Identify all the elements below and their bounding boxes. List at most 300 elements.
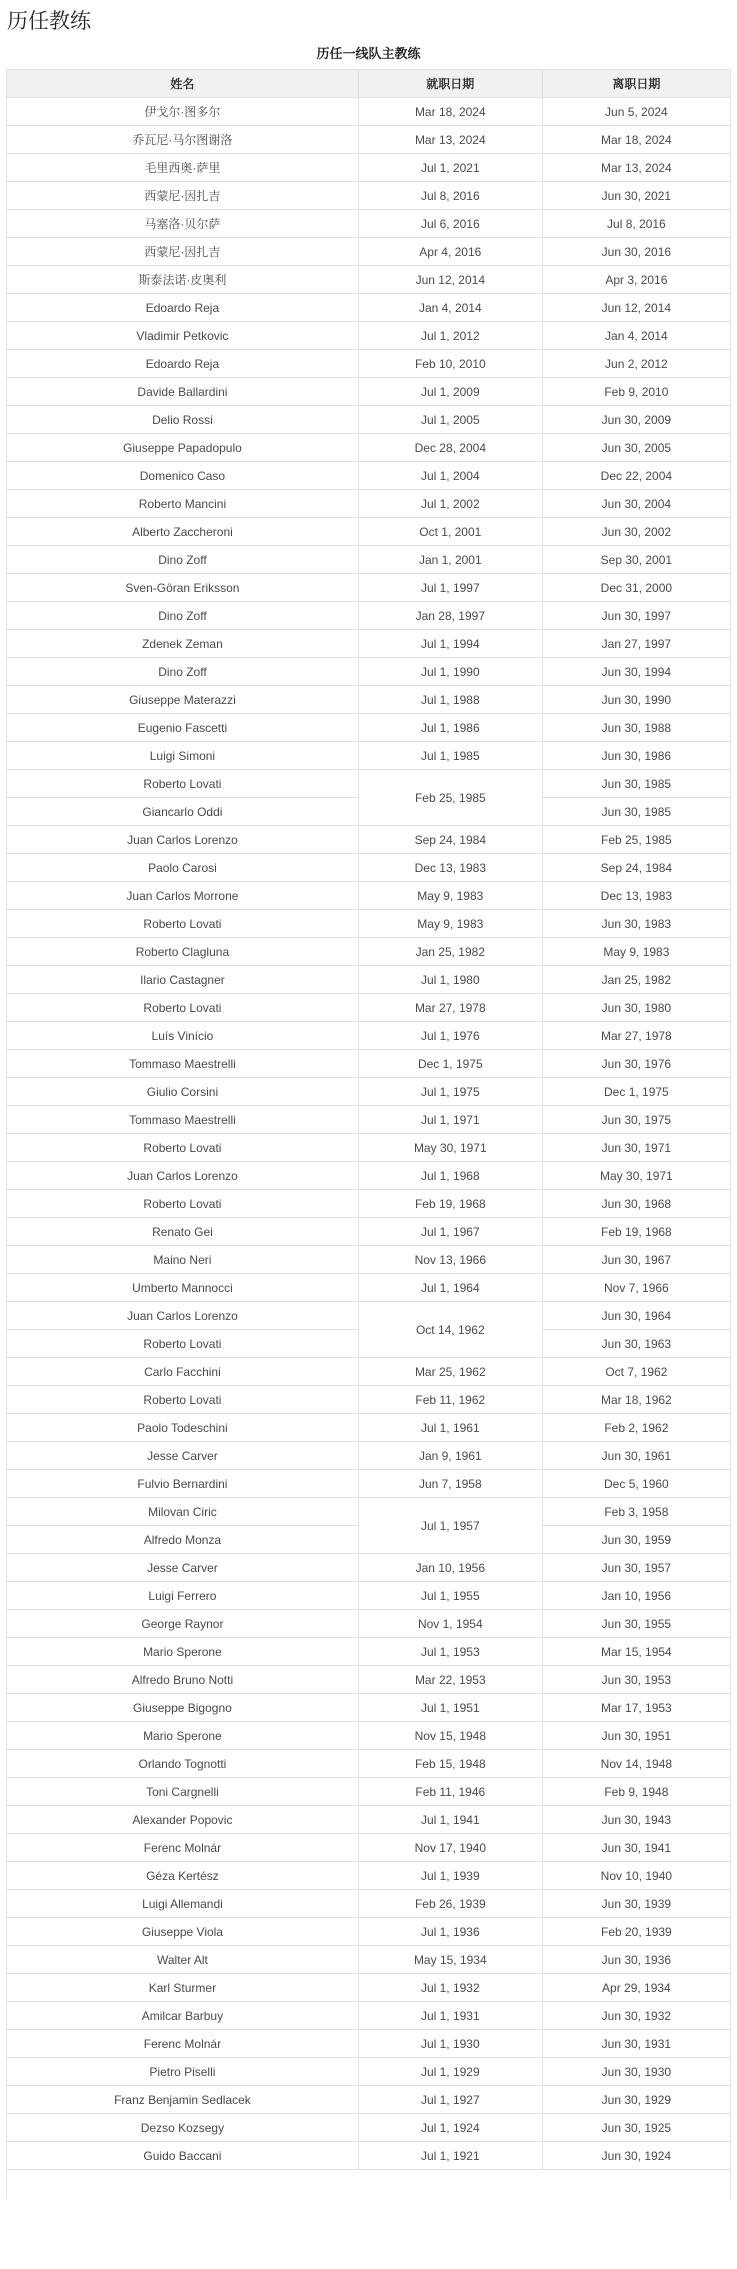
column-header-start: 就职日期 [358,70,542,98]
start-date-cell: May 9, 1983 [358,910,542,938]
end-date-cell: Jun 30, 1943 [542,1806,730,1834]
start-date-cell: Nov 1, 1954 [358,1610,542,1638]
table-row [7,630,731,658]
end-date-cell: Jun 30, 1967 [542,1246,730,1274]
coach-name-cell: Luigi Ferrero [7,1582,359,1610]
coach-name-cell: 西蒙尼·因扎吉 [7,182,359,210]
end-date-cell: Jun 30, 1941 [542,1834,730,1862]
start-date-cell: Jul 1, 1927 [358,2086,542,2114]
end-date-cell: Feb 25, 1985 [542,826,730,854]
end-date-cell: Jun 30, 1986 [542,742,730,770]
coach-name-cell: Roberto Lovati [7,1134,359,1162]
start-date-cell: Jun 7, 1958 [358,1470,542,1498]
coach-name-cell: Guido Baccani [7,2142,359,2170]
coach-name-cell: 毛里西奥·萨里 [7,154,359,182]
coach-name-cell: 乔瓦尼·马尔图谢洛 [7,126,359,154]
end-date-cell: Jun 30, 2005 [542,434,730,462]
coach-name-cell: 马塞洛·贝尔萨 [7,210,359,238]
coach-name-cell: Alfredo Bruno Notti [7,1666,359,1694]
end-date-cell: Nov 10, 1940 [542,1862,730,1890]
end-date-cell: May 30, 1971 [542,1162,730,1190]
table-row [7,602,731,630]
page-title: 历任教练 [7,10,91,33]
table-row [7,1302,731,1330]
end-date-cell: Jun 30, 2009 [542,406,730,434]
table-row [7,1274,731,1302]
end-date-cell: Jun 30, 1994 [542,658,730,686]
end-date-cell: Feb 2, 1962 [542,1414,730,1442]
start-date-cell: Jul 1, 1939 [358,1862,542,1890]
end-date-cell: Dec 13, 1983 [542,882,730,910]
end-date-cell: Feb 9, 1948 [542,1778,730,1806]
table-row [7,1890,731,1918]
coach-name-cell: Giuseppe Bigogno [7,1694,359,1722]
end-date-cell: Jun 30, 1955 [542,1610,730,1638]
table-row [7,1974,731,2002]
end-date-cell: Jun 30, 1925 [542,2114,730,2142]
start-date-cell: Jul 1, 1929 [358,2058,542,2086]
coach-name-cell: Luís Vinício [7,1022,359,1050]
end-date-cell: Jun 12, 2014 [542,294,730,322]
coach-name-cell: Roberto Lovati [7,994,359,1022]
start-date-cell: Jul 1, 1997 [358,574,542,602]
coach-name-cell: Giuseppe Papadopulo [7,434,359,462]
start-date-cell: Mar 18, 2024 [358,98,542,126]
end-date-cell: Sep 30, 2001 [542,546,730,574]
table-row [7,434,731,462]
start-date-cell: Jan 25, 1982 [358,938,542,966]
end-date-cell: Dec 31, 2000 [542,574,730,602]
coach-name-cell: Toni Cargnelli [7,1778,359,1806]
end-date-cell: Jun 30, 1951 [542,1722,730,1750]
start-date-cell: Jul 1, 1931 [358,2002,542,2030]
start-date-cell: Nov 13, 1966 [358,1246,542,1274]
start-date-cell: Feb 15, 1948 [358,1750,542,1778]
coach-name-cell: Ferenc Molnár [7,2030,359,2058]
start-date-cell: Jul 1, 1921 [358,2142,542,2170]
table-row [7,210,731,238]
table-row [7,2142,731,2170]
coach-name-cell: Dino Zoff [7,602,359,630]
table-row [7,1694,731,1722]
table-row [7,994,731,1022]
coach-name-cell: Edoardo Reja [7,294,359,322]
end-date-cell: Jan 27, 1997 [542,630,730,658]
start-date-cell: Jul 1, 1994 [358,630,542,658]
coach-name-cell: Davide Ballardini [7,378,359,406]
coach-name-cell: Roberto Lovati [7,910,359,938]
table-row [7,966,731,994]
table-row [7,938,731,966]
start-date-cell: Jan 4, 2014 [358,294,542,322]
coach-name-cell: Franz Benjamin Sedlacek [7,2086,359,2114]
start-date-cell: Feb 10, 2010 [358,350,542,378]
end-date-cell: Jun 30, 2016 [542,238,730,266]
coach-name-cell: 伊戈尔·图多尔 [7,98,359,126]
table-row [7,1554,731,1582]
table-row [7,1946,731,1974]
end-date-cell: Jun 30, 2004 [542,490,730,518]
table-row [7,854,731,882]
coach-name-cell: Mario Sperone [7,1722,359,1750]
start-date-cell: Feb 19, 1968 [358,1190,542,1218]
table-row [7,2114,731,2142]
start-date-cell: Mar 13, 2024 [358,126,542,154]
table-row [7,1106,731,1134]
start-date-cell: Jul 1, 1990 [358,658,542,686]
start-date-cell: Jul 8, 2016 [358,182,542,210]
coach-name-cell: Roberto Lovati [7,1386,359,1414]
coach-history-section [6,46,731,2198]
table-row [7,1722,731,1750]
coach-name-cell: Paolo Todeschini [7,1414,359,1442]
end-date-cell: Jun 30, 1964 [542,1302,730,1330]
end-date-cell: Jun 30, 1929 [542,2086,730,2114]
start-date-cell: Jul 1, 2009 [358,378,542,406]
start-date-cell: Jul 1, 1988 [358,686,542,714]
table-row [7,1470,731,1498]
end-date-cell: Mar 18, 2024 [542,126,730,154]
coach-name-cell: Luigi Simoni [7,742,359,770]
coach-name-cell: Giulio Corsini [7,1078,359,1106]
table-row [7,1750,731,1778]
table-row [7,126,731,154]
table-row [7,686,731,714]
coach-name-cell: Tommaso Maestrelli [7,1106,359,1134]
end-date-cell: Feb 19, 1968 [542,1218,730,1246]
end-date-cell: Apr 3, 2016 [542,266,730,294]
end-date-cell: Mar 27, 1978 [542,1022,730,1050]
coach-name-cell: Alexander Popovic [7,1806,359,1834]
start-date-cell: Jul 1, 1941 [358,1806,542,1834]
coach-name-cell: Alberto Zaccheroni [7,518,359,546]
end-date-cell: Jun 30, 1932 [542,2002,730,2030]
start-date-cell: Jul 1, 2021 [358,154,542,182]
start-date-cell: Feb 25, 1985 [358,770,542,826]
end-date-cell: Jun 30, 1924 [542,2142,730,2170]
coach-name-cell: Renato Gei [7,1218,359,1246]
start-date-cell: Jul 1, 1951 [358,1694,542,1722]
coach-name-cell: Delio Rossi [7,406,359,434]
end-date-cell: Feb 20, 1939 [542,1918,730,1946]
table-row [7,658,731,686]
coach-name-cell: Fulvio Bernardini [7,1470,359,1498]
coach-name-cell: Juan Carlos Lorenzo [7,1162,359,1190]
end-date-cell: Jan 10, 1956 [542,1582,730,1610]
end-date-cell: Jun 30, 1976 [542,1050,730,1078]
start-date-cell: Mar 22, 1953 [358,1666,542,1694]
coach-name-cell: Jesse Carver [7,1554,359,1582]
coach-name-cell: Zdenek Zeman [7,630,359,658]
table-row [7,546,731,574]
end-date-cell: Nov 14, 1948 [542,1750,730,1778]
table-row [7,826,731,854]
end-date-cell: Jun 2, 2012 [542,350,730,378]
end-date-cell: Jun 30, 1957 [542,1554,730,1582]
end-date-cell: Jun 30, 1971 [542,1134,730,1162]
coach-name-cell: Domenico Caso [7,462,359,490]
table-row [7,518,731,546]
table-row [7,1078,731,1106]
table-row [7,1442,731,1470]
coach-name-cell: Edoardo Reja [7,350,359,378]
end-date-cell: Jun 30, 1990 [542,686,730,714]
coach-name-cell: 斯泰法诺·皮奥利 [7,266,359,294]
coach-history-table [6,69,731,2198]
end-date-cell: Sep 24, 1984 [542,854,730,882]
coach-name-cell: Roberto Lovati [7,1190,359,1218]
coach-name-cell: Amilcar Barbuy [7,2002,359,2030]
partial-row [7,2170,731,2198]
table-row [7,1386,731,1414]
table-row [7,714,731,742]
coach-name-cell: Dino Zoff [7,546,359,574]
start-date-cell: Feb 26, 1939 [358,1890,542,1918]
end-date-cell: May 9, 1983 [542,938,730,966]
end-date-cell: Jun 5, 2024 [542,98,730,126]
end-date-cell: Jun 30, 1988 [542,714,730,742]
end-date-cell: Apr 29, 1934 [542,1974,730,2002]
start-date-cell: Jan 1, 2001 [358,546,542,574]
table-row [7,182,731,210]
table-header-row [7,70,731,98]
table-row [7,2086,731,2114]
start-date-cell: Jul 1, 2005 [358,406,542,434]
end-date-cell: Mar 15, 1954 [542,1638,730,1666]
end-date-cell: Mar 17, 1953 [542,1694,730,1722]
coach-name-cell: Jesse Carver [7,1442,359,1470]
coach-name-cell: Giancarlo Oddi [7,798,359,826]
start-date-cell: Jul 1, 1980 [358,966,542,994]
end-date-cell: Jun 30, 1985 [542,798,730,826]
table-row [7,1582,731,1610]
end-date-cell: Jun 30, 1939 [542,1890,730,1918]
table-row [7,294,731,322]
table-row [7,322,731,350]
start-date-cell: Oct 1, 2001 [358,518,542,546]
start-date-cell: Jul 1, 1961 [358,1414,542,1442]
table-row [7,910,731,938]
coach-name-cell: Vladimir Petkovic [7,322,359,350]
start-date-cell: Jul 1, 1968 [358,1162,542,1190]
table-row [7,1414,731,1442]
table-row [7,378,731,406]
column-header-name: 姓名 [7,70,359,98]
table-row [7,1218,731,1246]
end-date-cell: Jan 25, 1982 [542,966,730,994]
coach-name-cell: 西蒙尼·因扎吉 [7,238,359,266]
coach-name-cell: George Raynor [7,1610,359,1638]
table-row [7,98,731,126]
coach-name-cell: Roberto Lovati [7,770,359,798]
start-date-cell: Jul 1, 1985 [358,742,542,770]
end-date-cell: Jun 30, 1980 [542,994,730,1022]
start-date-cell: Jul 1, 1932 [358,1974,542,2002]
start-date-cell: Jul 1, 1976 [358,1022,542,1050]
end-date-cell: Jun 30, 1936 [542,1946,730,1974]
table-row [7,2030,731,2058]
table-row [7,1778,731,1806]
table-row [7,1918,731,1946]
start-date-cell: Nov 15, 1948 [358,1722,542,1750]
table-row [7,770,731,798]
end-date-cell: Mar 13, 2024 [542,154,730,182]
start-date-cell: Jun 12, 2014 [358,266,542,294]
start-date-cell: Jul 1, 1971 [358,1106,542,1134]
start-date-cell: Mar 25, 1962 [358,1358,542,1386]
coach-name-cell: Juan Carlos Morrone [7,882,359,910]
table-row [7,1862,731,1890]
table-row [7,1190,731,1218]
start-date-cell: Jul 1, 2004 [358,462,542,490]
end-date-cell: Mar 18, 1962 [542,1386,730,1414]
start-date-cell: Dec 1, 1975 [358,1050,542,1078]
table-row [7,1666,731,1694]
end-date-cell: Jul 8, 2016 [542,210,730,238]
table-row [7,1498,731,1526]
start-date-cell: Jul 1, 1957 [358,1498,542,1554]
end-date-cell: Jun 30, 1985 [542,770,730,798]
coach-name-cell: Dino Zoff [7,658,359,686]
end-date-cell: Dec 1, 1975 [542,1078,730,1106]
coach-name-cell: Giuseppe Viola [7,1918,359,1946]
coach-name-cell: Géza Kertész [7,1862,359,1890]
table-row [7,2058,731,2086]
table-row [7,742,731,770]
table-row [7,154,731,182]
coach-name-cell: Eugenio Fascetti [7,714,359,742]
end-date-cell: Feb 9, 2010 [542,378,730,406]
start-date-cell: Feb 11, 1946 [358,1778,542,1806]
end-date-cell: Dec 22, 2004 [542,462,730,490]
end-date-cell: Oct 7, 1962 [542,1358,730,1386]
table-row [7,1834,731,1862]
start-date-cell: Sep 24, 1984 [358,826,542,854]
table-row [7,406,731,434]
end-date-cell: Jun 30, 1983 [542,910,730,938]
coach-name-cell: Paolo Carosi [7,854,359,882]
table-caption: 历任一线队主教练 [316,46,421,61]
end-date-cell: Nov 7, 1966 [542,1274,730,1302]
coach-name-cell: Milovan Ciric [7,1498,359,1526]
coach-name-cell: Umberto Mannocci [7,1274,359,1302]
end-date-cell: Jun 30, 2002 [542,518,730,546]
table-row [7,1022,731,1050]
coach-name-cell: Orlando Tognotti [7,1750,359,1778]
column-header-end: 离职日期 [542,70,730,98]
table-row [7,1806,731,1834]
start-date-cell: Jul 1, 1936 [358,1918,542,1946]
coach-name-cell: Ilario Castagner [7,966,359,994]
start-date-cell: Nov 17, 1940 [358,1834,542,1862]
table-row [7,2002,731,2030]
table-row [7,1050,731,1078]
end-date-cell: Jun 30, 1953 [542,1666,730,1694]
table-row [7,1246,731,1274]
start-date-cell: Jul 1, 1967 [358,1218,542,1246]
start-date-cell: Dec 28, 2004 [358,434,542,462]
coach-name-cell: Carlo Facchini [7,1358,359,1386]
table-row [7,1638,731,1666]
start-date-cell: Feb 11, 1962 [358,1386,542,1414]
coach-name-cell: Mario Sperone [7,1638,359,1666]
end-date-cell: Dec 5, 1960 [542,1470,730,1498]
coach-name-cell: Juan Carlos Lorenzo [7,1302,359,1330]
coach-name-cell: Maino Neri [7,1246,359,1274]
coach-name-cell: Luigi Allemandi [7,1890,359,1918]
coach-name-cell: Roberto Mancini [7,490,359,518]
coach-name-cell: Giuseppe Materazzi [7,686,359,714]
table-row [7,574,731,602]
table-row [7,238,731,266]
end-date-cell: Jun 30, 1959 [542,1526,730,1554]
coach-name-cell: Roberto Lovati [7,1330,359,1358]
end-date-cell: Jan 4, 2014 [542,322,730,350]
table-row [7,1358,731,1386]
end-date-cell: Jun 30, 1931 [542,2030,730,2058]
end-date-cell: Jun 30, 1963 [542,1330,730,1358]
table-row [7,266,731,294]
coach-name-cell: Dezso Kozsegy [7,2114,359,2142]
end-date-cell: Jun 30, 1997 [542,602,730,630]
end-date-cell: Jun 30, 1930 [542,2058,730,2086]
coach-table-body [7,98,731,2198]
start-date-cell: May 9, 1983 [358,882,542,910]
start-date-cell: Jan 28, 1997 [358,602,542,630]
end-date-cell: Feb 3, 1958 [542,1498,730,1526]
start-date-cell: May 15, 1934 [358,1946,542,1974]
end-date-cell: Jun 30, 1975 [542,1106,730,1134]
start-date-cell: Apr 4, 2016 [358,238,542,266]
start-date-cell: Jan 10, 1956 [358,1554,542,1582]
start-date-cell: Jul 1, 1975 [358,1078,542,1106]
table-row [7,1134,731,1162]
start-date-cell: Jul 1, 1964 [358,1274,542,1302]
coach-name-cell: Sven-Göran Eriksson [7,574,359,602]
start-date-cell: Jul 1, 1986 [358,714,542,742]
start-date-cell: May 30, 1971 [358,1134,542,1162]
end-date-cell: Jun 30, 1961 [542,1442,730,1470]
start-date-cell: Dec 13, 1983 [358,854,542,882]
start-date-cell: Jul 1, 1953 [358,1638,542,1666]
start-date-cell: Jul 1, 1930 [358,2030,542,2058]
table-row [7,462,731,490]
start-date-cell: Jul 6, 2016 [358,210,542,238]
start-date-cell: Jul 1, 2012 [358,322,542,350]
coach-name-cell: Alfredo Monza [7,1526,359,1554]
coach-name-cell: Ferenc Molnár [7,1834,359,1862]
start-date-cell: Oct 14, 1962 [358,1302,542,1358]
start-date-cell: Jul 1, 2002 [358,490,542,518]
coach-name-cell: Roberto Clagluna [7,938,359,966]
coach-name-cell: Walter Alt [7,1946,359,1974]
start-date-cell: Jul 1, 1924 [358,2114,542,2142]
end-date-cell: Jun 30, 1968 [542,1190,730,1218]
coach-name-cell: Pietro Piselli [7,2058,359,2086]
coach-name-cell: Karl Sturmer [7,1974,359,2002]
table-row [7,490,731,518]
start-date-cell: Jan 9, 1961 [358,1442,542,1470]
table-row [7,882,731,910]
coach-name-cell: Juan Carlos Lorenzo [7,826,359,854]
table-row [7,1610,731,1638]
coach-name-cell: Tommaso Maestrelli [7,1050,359,1078]
table-row [7,350,731,378]
table-row [7,1162,731,1190]
start-date-cell: Mar 27, 1978 [358,994,542,1022]
start-date-cell: Jul 1, 1955 [358,1582,542,1610]
end-date-cell: Jun 30, 2021 [542,182,730,210]
